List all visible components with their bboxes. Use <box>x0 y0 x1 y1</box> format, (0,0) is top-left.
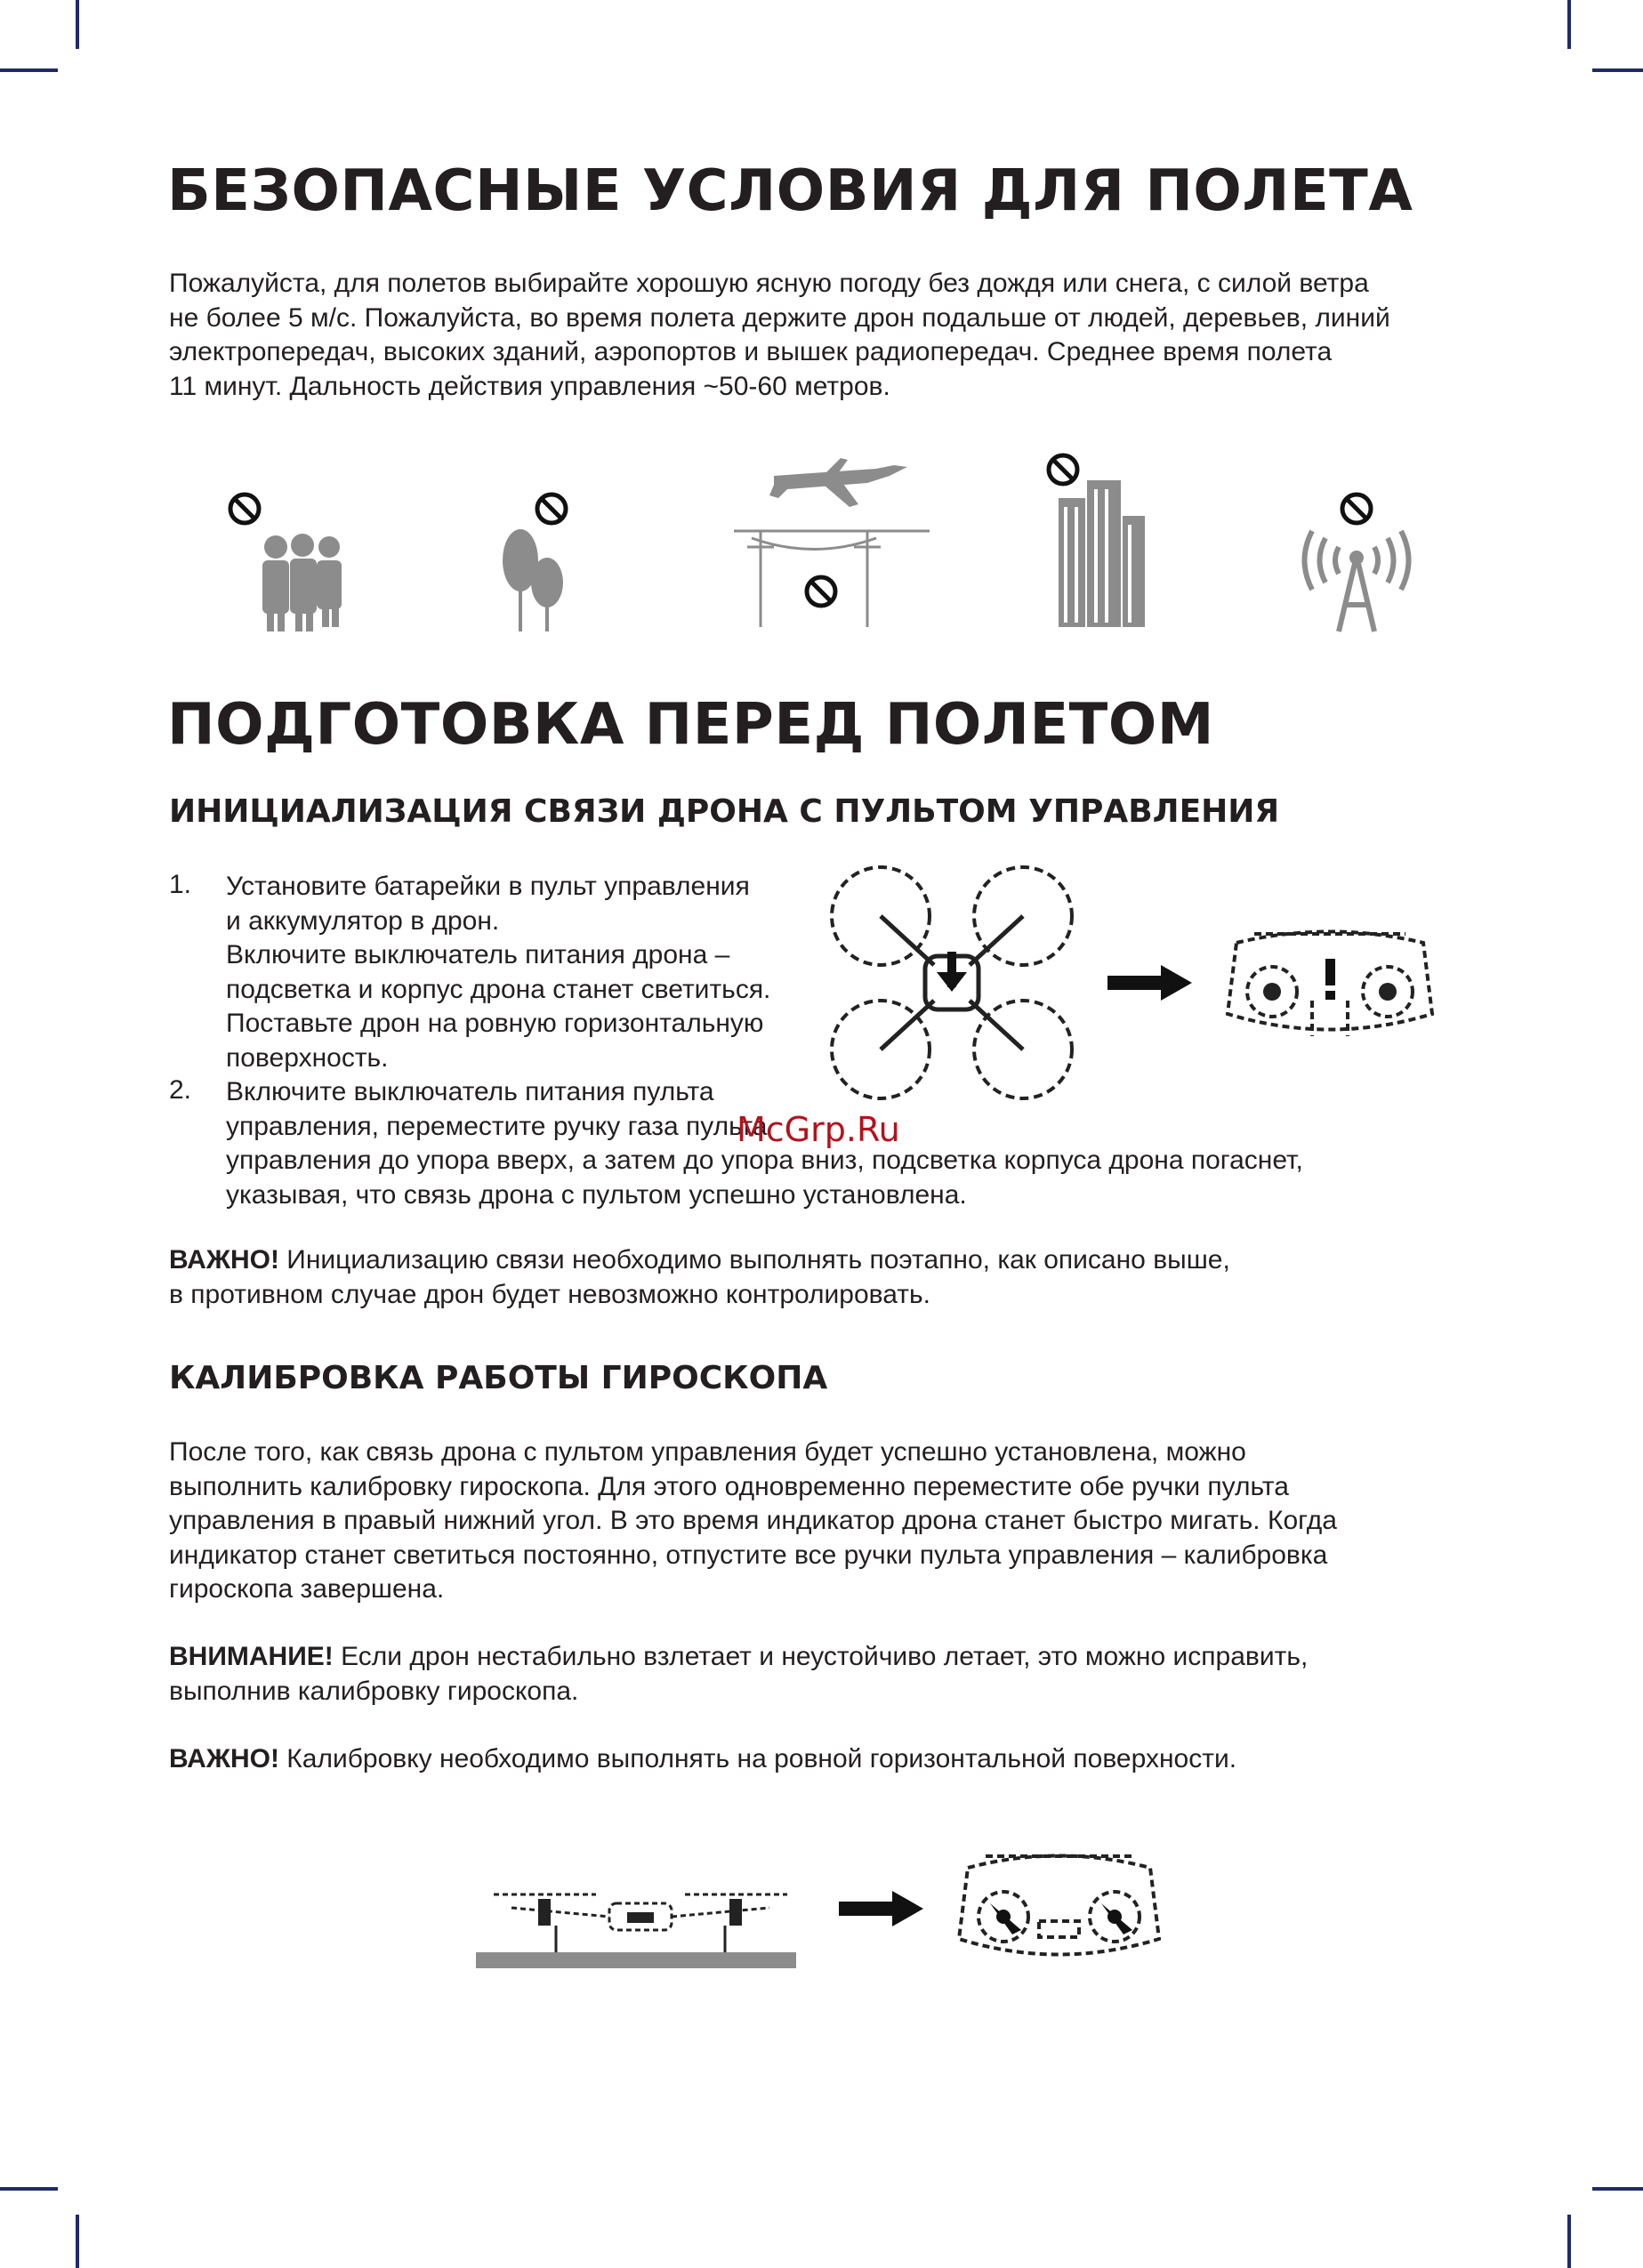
crop-mark-bl-v <box>76 2215 79 2268</box>
calibration-line: гироскопа завершена. <box>169 1574 445 1604</box>
stick-direction-arrow <box>990 1903 1132 1934</box>
important-label: ВАЖНО! <box>169 1245 279 1275</box>
prohibition-icon <box>1049 455 1077 484</box>
drone-top-view-illustration <box>823 858 1081 1107</box>
important-text: Калибровку необходимо выполнять на ровной горизонтальной поверхности. <box>278 1744 1237 1773</box>
crop-mark-bl-h <box>0 2187 58 2191</box>
prohibition-icon <box>537 495 566 523</box>
important-text: Инициализацию связи необходимо выполнять поэтапно, как описано выше, <box>278 1245 1230 1275</box>
no-people-icon <box>222 485 356 636</box>
note-line: выполнив калибровку гироскопа. <box>169 1676 579 1706</box>
watermark: McGrp.Ru <box>737 1110 900 1149</box>
note-line <box>169 1243 1230 1278</box>
binding-step-1 <box>226 870 770 1075</box>
crop-mark-tl-v <box>76 0 79 49</box>
step-number-1: 1. <box>169 870 192 899</box>
calibration-paragraph <box>169 1436 1337 1607</box>
binding-heading: ИНИЦИАЛИЗАЦИЯ СВЯЗИ ДРОНА С ПУЛЬТОМ УПРАВЛЕНИЯ <box>169 793 1280 830</box>
step-line: управления до упора вверх, а затем до упора вниз, подсветка корпуса дрона погаснет, <box>226 1146 1303 1175</box>
arrow-icon <box>1107 965 1192 1001</box>
drone-side-view-illustration <box>476 1877 805 1974</box>
safety-paragraph <box>169 267 1390 404</box>
remote-controller-illustration <box>1219 916 1441 1050</box>
note-line <box>169 1742 1236 1777</box>
step-line: поверхность. <box>226 1042 389 1073</box>
step-line: Поставьте дрон на ровную горизонтальную <box>226 1009 764 1038</box>
crop-mark-br-v <box>1567 2215 1571 2268</box>
safety-line: Пожалуйста, для полетов выбирайте хорошую ясную погоду без дождя или снега, с силой ветра <box>169 269 1369 298</box>
safety-line: 11 минут. Дальность действия управления ~50-60 метров. <box>169 371 890 401</box>
remote-controller-calibration-illustration <box>950 1837 1168 1974</box>
attention-label: ВНИМАНИЕ! <box>169 1642 334 1671</box>
safety-line: электропередач, высоких зданий, аэропортов и вышек радиопередач. Среднее время полета <box>169 337 1333 366</box>
note-line <box>169 1640 1308 1675</box>
calibration-line: выполнить калибровку гироскопа. Для этого одновременно переместите обе ручки пульта <box>169 1471 1289 1501</box>
crop-mark-tl-h <box>0 68 58 72</box>
page-title-safety: БЕЗОПАСНЫЕ УСЛОВИЯ ДЛЯ ПОЛЕТА <box>167 158 1413 224</box>
note-line: в противном случае дрон будет невозможно контролировать. <box>169 1279 930 1309</box>
crop-mark-tr-v <box>1567 0 1571 49</box>
arrow-icon <box>839 1891 923 1926</box>
prohibition-icon <box>807 577 835 606</box>
calibration-line: индикатор станет светиться постоянно, отпустите все ручки пульта управления – калибровка <box>169 1540 1328 1570</box>
binding-important-note <box>169 1243 1230 1312</box>
prohibition-icon <box>1342 495 1371 523</box>
no-power-lines-airport-icon <box>734 449 930 631</box>
step-line: подсветка и корпус дрона станет светиться. <box>226 974 771 1004</box>
step-line: Установите батарейки в пульт управления <box>226 872 750 901</box>
safety-line: не более 5 м/с. Пожалуйста, во время полета держите дрон подальше от людей, деревьев, линий <box>169 302 1390 333</box>
calibration-line: После того, как связь дрона с пультом управления будет успешно установлена, можно <box>169 1437 1246 1467</box>
page-title-preflight: ПОДГОТОВКА ПЕРЕД ПОЛЕТОМ <box>167 692 1214 758</box>
flat-surface <box>476 1952 796 1968</box>
no-radio-tower-icon <box>1299 485 1414 640</box>
no-buildings-icon <box>1041 449 1148 627</box>
crop-mark-tr-h <box>1592 68 1643 72</box>
throttle-indicator <box>1325 959 1335 1000</box>
step-line: и аккумулятор в дрон. <box>226 905 500 936</box>
step-number-2: 2. <box>169 1075 192 1105</box>
calibration-important-note <box>169 1742 1236 1777</box>
step-line: указывая, что связь дрона с пультом успешно установлена. <box>226 1179 967 1210</box>
no-trees-icon <box>489 485 587 640</box>
important-label: ВАЖНО! <box>169 1744 279 1773</box>
prohibition-icon <box>230 495 259 523</box>
step-line: Включите выключатель питания пульта <box>226 1077 714 1106</box>
attention-text: Если дрон нестабильно взлетает и неустойчиво летает, это можно исправить, <box>333 1642 1309 1671</box>
step-line: управления, переместите ручку газа пульта <box>226 1111 768 1141</box>
calibration-line: управления в правый нижний угол. В это время индикатор дрона станет быстро мигать. Когда <box>169 1506 1337 1535</box>
step-line: Включите выключатель питания дрона – <box>226 940 730 969</box>
calibration-attention-note <box>169 1640 1308 1709</box>
crop-mark-br-h <box>1592 2187 1643 2191</box>
calibration-heading: КАЛИБРОВКА РАБОТЫ ГИРОСКОПА <box>169 1360 828 1396</box>
